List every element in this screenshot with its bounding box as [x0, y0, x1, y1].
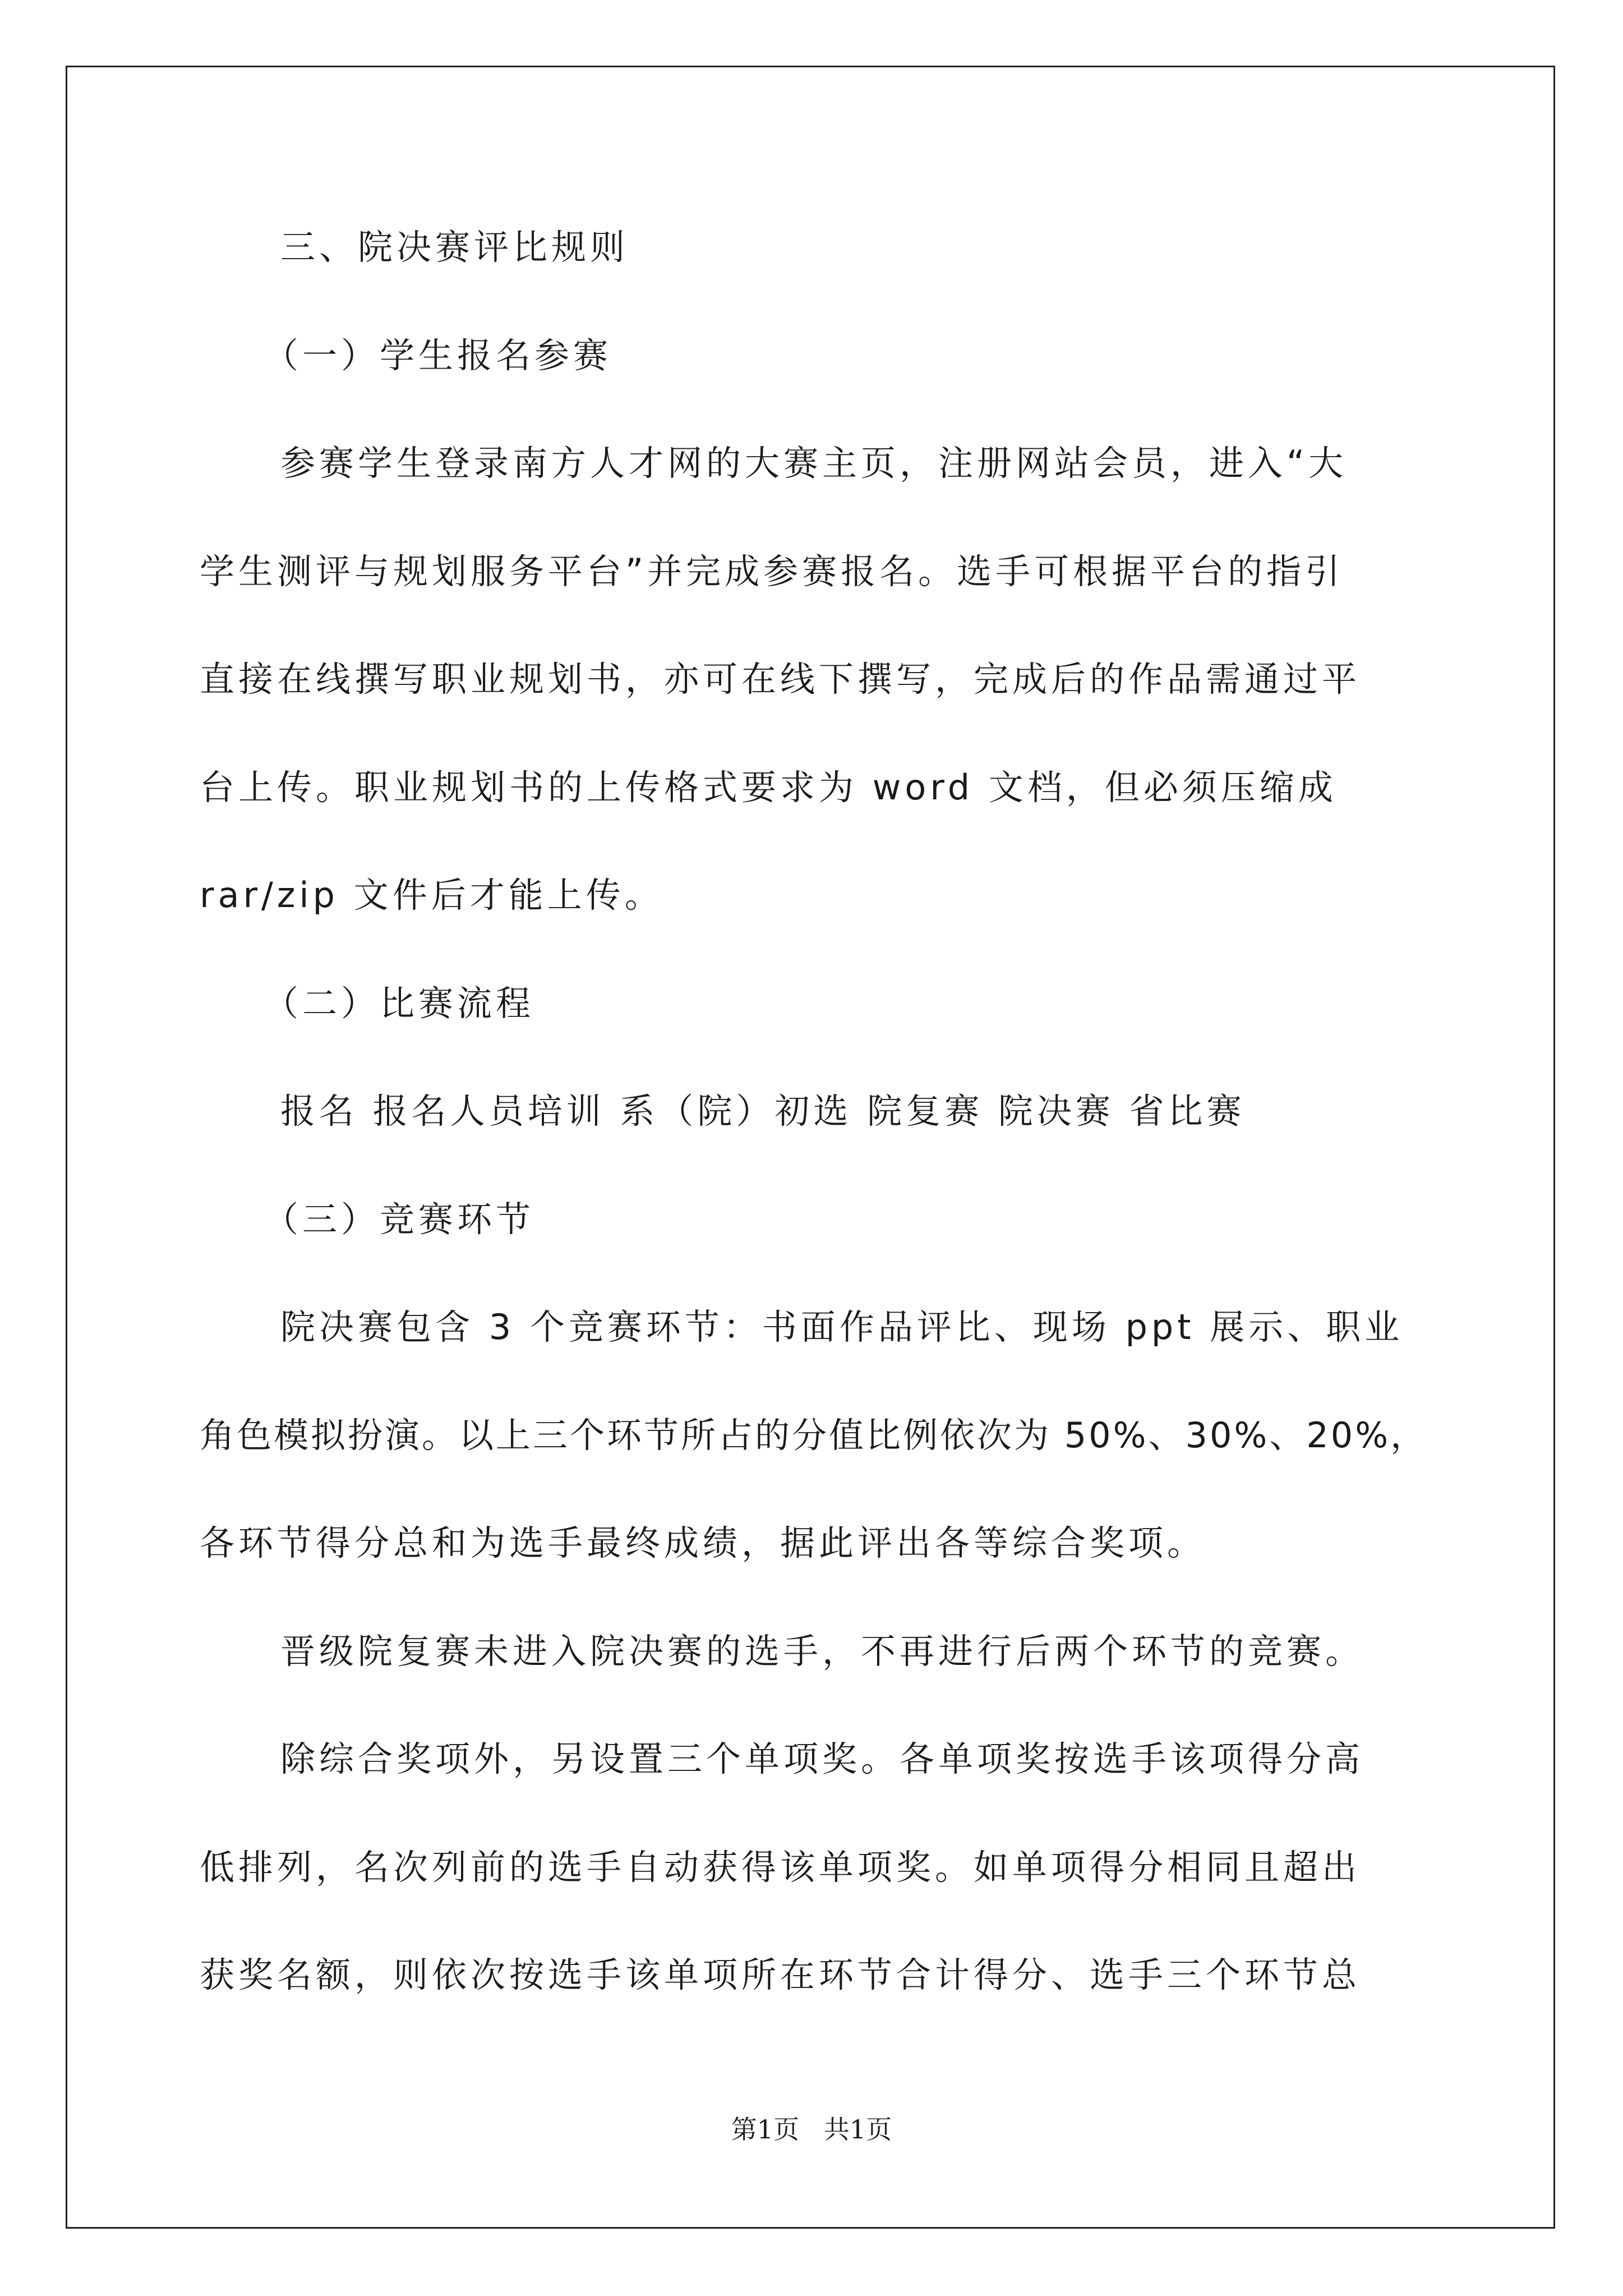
- paragraph-line: 台上传。职业规划书的上传格式要求为 word 文档，但必须压缩成: [200, 767, 1337, 808]
- section-heading: 三、院决赛评比规则: [280, 227, 629, 268]
- paragraph-line: 院决赛包含 3 个竞赛环节：书面作品评比、现场 ppt 展示、职业: [280, 1306, 1404, 1347]
- page-border: [66, 66, 1555, 2229]
- paragraph-line: 直接在线撰写职业规划书，亦可在线下撰写，完成后的作品需通过平: [200, 659, 1361, 700]
- paragraph-line: 除综合奖项外，另设置三个单项奖。各单项奖按选手该项得分高: [280, 1738, 1364, 1779]
- page-number-footer: 第1页 共1页: [731, 2114, 892, 2145]
- paragraph-line: 晋级院复赛未进入院决赛的选手，不再进行后两个环节的竞赛。: [280, 1631, 1364, 1672]
- subsection-heading: （三）竞赛环节: [264, 1199, 535, 1240]
- subsection-heading: （二）比赛流程: [264, 983, 535, 1024]
- paragraph-line: 角色模拟扮演。以上三个环节所占的分值比例依次为 50%、30%、20%，: [200, 1415, 1428, 1456]
- subsection-heading: （一）学生报名参赛: [264, 335, 612, 376]
- paragraph-line: rar/zip 文件后才能上传。: [200, 875, 663, 915]
- paragraph-line: 获奖名额，则依次按选手该单项所在环节合计得分、选手三个环节总: [200, 1954, 1361, 1995]
- paragraph-line: 低排列，名次列前的选手自动获得该单项奖。如单项得分相同且超出: [200, 1847, 1361, 1888]
- paragraph-line: 学生测评与规划服务平台”并完成参赛报名。选手可根据平台的指引: [200, 551, 1344, 592]
- paragraph-line: 参赛学生登录南方人才网的大赛主页，注册网站会员，进入“大: [280, 443, 1348, 484]
- paragraph-line: 各环节得分总和为选手最终成绩，据此评出各等综合奖项。: [200, 1522, 1206, 1563]
- paragraph-line: 报名 报名人员培训 系（院）初选 院复赛 院决赛 省比赛: [280, 1091, 1246, 1131]
